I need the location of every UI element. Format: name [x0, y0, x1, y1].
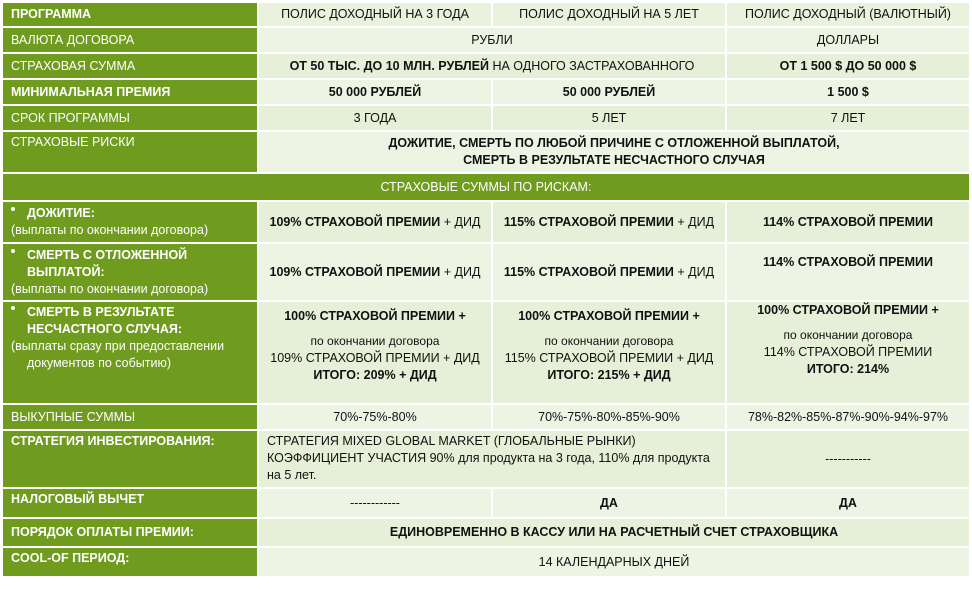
label-tax: НАЛОГОВЫЙ ВЫЧЕТ [3, 489, 257, 517]
survival-note: (выплаты по окончании договора) [11, 223, 209, 237]
strategy-line-1: СТРАТЕГИЯ MIXED GLOBAL MARKET (ГЛОБАЛЬНЫЕ РЫНКИ) [267, 434, 636, 448]
row-section-title [3, 174, 969, 200]
surrender-3y: 70%-75%-80% [259, 405, 491, 429]
strategy-usd: ----------- [727, 431, 969, 487]
header-col-currency: ПОЛИС ДОХОДНЫЙ (ВАЛЮТНЫЙ) [727, 3, 969, 26]
row-sum [3, 54, 969, 78]
label-sum: СТРАХОВАЯ СУММА [3, 54, 257, 78]
death-accident-5y: 100% СТРАХОВОЙ ПРЕМИИ + по окончании договора 115% СТРАХОВОЙ ПРЕМИИ + ДИД ИТОГО: 215% + ДИД [493, 302, 725, 403]
insurance-comparison-table [1, 1, 971, 578]
tax-usd: ДА [727, 489, 969, 517]
death-delayed-5y: 115% СТРАХОВОЙ ПРЕМИИ + ДИД [493, 244, 725, 300]
row-death-delayed [3, 244, 969, 300]
survival-3y: 109% СТРАХОВОЙ ПРЕМИИ + ДИД [259, 202, 491, 242]
header-col-3-years: ПОЛИС ДОХОДНЫЙ НА 3 ГОДА [259, 3, 491, 26]
label-death-accident [3, 302, 257, 403]
min-premium-usd: 1 500 $ [727, 80, 969, 104]
label-payment: ПОРЯДОК ОПЛАТЫ ПРЕМИИ: [3, 519, 257, 546]
risks-line-2: СМЕРТЬ В РЕЗУЛЬТАТЕ НЕСЧАСТНОГО СЛУЧАЯ [463, 153, 765, 167]
row-death-accident [3, 302, 969, 403]
term-usd: 7 ЛЕТ [727, 106, 969, 130]
risks-value [259, 132, 969, 172]
label-min-premium: МИНИМАЛЬНАЯ ПРЕМИЯ [3, 80, 257, 104]
strategy-line-3: на 5 лет. [267, 468, 317, 482]
bullet-icon [11, 249, 15, 253]
bullet-icon [11, 207, 15, 211]
row-currency [3, 28, 969, 52]
strategy-value [259, 431, 725, 487]
death-accident-title-2: НЕСЧАСТНОГО СЛУЧАЯ: [27, 322, 183, 336]
label-currency: ВАЛЮТА ДОГОВОРА [3, 28, 257, 52]
survival-5y: 115% СТРАХОВОЙ ПРЕМИИ + ДИД [493, 202, 725, 242]
death-accident-note-2: документов по событию) [27, 356, 171, 370]
death-accident-note-1: (выплаты сразу при предоставлении [11, 339, 225, 353]
survival-title: ДОЖИТИЕ: [27, 206, 95, 220]
header-col-5-years: ПОЛИС ДОХОДНЫЙ НА 5 ЛЕТ [493, 3, 725, 26]
tax-3y: ------------ [259, 489, 491, 517]
death-delayed-usd: 114% СТРАХОВОЙ ПРЕМИИ [727, 244, 969, 300]
row-payment [3, 519, 969, 546]
risks-line-1: ДОЖИТИЕ, СМЕРТЬ ПО ЛЮБОЙ ПРИЧИНЕ С ОТЛОЖЕННОЙ ВЫПЛАТОЙ, [388, 136, 840, 150]
surrender-5y: 70%-75%-80%-85%-90% [493, 405, 725, 429]
row-survival [3, 202, 969, 242]
currency-usd: ДОЛЛАРЫ [727, 28, 969, 52]
label-term: СРОК ПРОГРАММЫ [3, 106, 257, 130]
death-delayed-3y: 109% СТРАХОВОЙ ПРЕМИИ + ДИД [259, 244, 491, 300]
row-tax [3, 489, 969, 517]
currency-rub: РУБЛИ [259, 28, 725, 52]
row-program [3, 3, 969, 26]
payment-value: ЕДИНОВРЕМЕННО В КАССУ ИЛИ НА РАСЧЕТНЫЙ СЧЕТ СТРАХОВЩИКА [259, 519, 969, 546]
min-premium-3y: 50 000 РУБЛЕЙ [259, 80, 491, 104]
row-strategy [3, 431, 969, 487]
cooling-value: 14 КАЛЕНДАРНЫХ ДНЕЙ [259, 548, 969, 576]
death-accident-title-1: СМЕРТЬ В РЕЗУЛЬТАТЕ [27, 305, 175, 319]
death-delayed-note: (выплаты по окончании договора) [11, 281, 209, 296]
death-accident-usd: 100% СТРАХОВОЙ ПРЕМИИ + по окончании договора 114% СТРАХОВОЙ ПРЕМИИ ИТОГО: 214% [727, 302, 969, 403]
strategy-line-2: КОЭФФИЦИЕНТ УЧАСТИЯ 90% для продукта на 3 года, 110% для продукта [267, 451, 710, 465]
row-min-premium [3, 80, 969, 104]
label-surrender: ВЫКУПНЫЕ СУММЫ [3, 405, 257, 429]
label-program: ПРОГРАММА [3, 3, 257, 26]
label-strategy: СТРАТЕГИЯ ИНВЕСТИРОВАНИЯ: [3, 431, 257, 487]
section-title: СТРАХОВЫЕ СУММЫ ПО РИСКАМ: [3, 174, 969, 200]
label-risks: СТРАХОВЫЕ РИСКИ [3, 132, 257, 172]
row-risks [3, 132, 969, 172]
death-accident-3y: 100% СТРАХОВОЙ ПРЕМИИ + по окончании договора 109% СТРАХОВОЙ ПРЕМИИ + ДИД ИТОГО: 209% + ДИД [259, 302, 491, 403]
label-survival [3, 202, 257, 242]
label-death-delayed [3, 244, 257, 300]
tax-5y: ДА [493, 489, 725, 517]
term-5y: 5 ЛЕТ [493, 106, 725, 130]
death-delayed-title-2: ВЫПЛАТОЙ: [27, 264, 105, 279]
sum-usd: ОТ 1 500 $ ДО 50 000 $ [727, 54, 969, 78]
sum-rub [259, 54, 725, 78]
term-3y: 3 ГОДА [259, 106, 491, 130]
row-cooling [3, 548, 969, 576]
survival-usd: 114% СТРАХОВОЙ ПРЕМИИ [727, 202, 969, 242]
sum-rub-range: ОТ 50 ТЫС. ДО 10 МЛН. РУБЛЕЙ [289, 58, 489, 73]
sum-rub-note: НА ОДНОГО ЗАСТРАХОВАННОГО [492, 58, 695, 73]
min-premium-5y: 50 000 РУБЛЕЙ [493, 80, 725, 104]
row-surrender [3, 405, 969, 429]
death-delayed-title-1: СМЕРТЬ С ОТЛОЖЕННОЙ [27, 247, 188, 262]
bullet-icon [11, 306, 15, 310]
surrender-usd: 78%-82%-85%-87%-90%-94%-97% [727, 405, 969, 429]
label-cooling: COOL-OF ПЕРИОД: [3, 548, 257, 576]
row-term [3, 106, 969, 130]
